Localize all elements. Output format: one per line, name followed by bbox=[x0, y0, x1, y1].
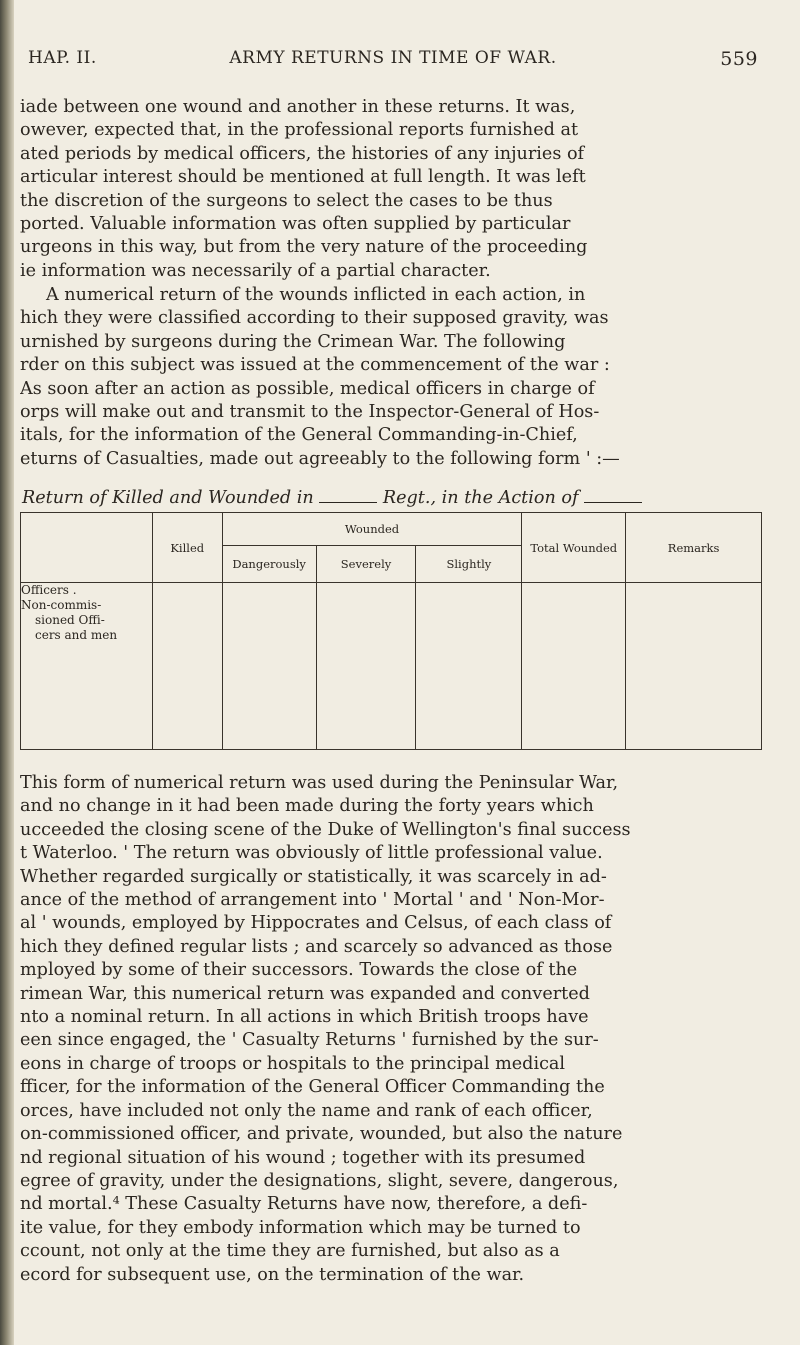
col-killed: Killed bbox=[152, 513, 222, 583]
form-caption-blank-regiment bbox=[319, 488, 377, 503]
form-caption bbox=[22, 488, 762, 508]
text-line: ie information was necessarily of a partial character. bbox=[20, 260, 491, 281]
running-header bbox=[28, 48, 758, 74]
row-noncommissioned-1: Non-commis- bbox=[21, 598, 102, 612]
cell-slightly bbox=[416, 583, 522, 750]
text-line: nd regional situation of his wound ; together with its presumed bbox=[20, 1147, 586, 1168]
text-line: rder on this subject was issued at the commencement of the war : bbox=[20, 355, 610, 376]
row-noncommissioned-3: cers and men bbox=[35, 628, 118, 642]
text-line: orps will make out and transmit to the Inspector-General of Hos- bbox=[20, 402, 600, 423]
paragraph-1 bbox=[20, 96, 760, 283]
cell-severely bbox=[316, 583, 416, 750]
text-line: nd mortal.⁴ These Casualty Returns have now, therefore, a defi- bbox=[20, 1194, 588, 1215]
paragraph-3 bbox=[20, 772, 760, 1287]
row-labels-cell bbox=[21, 583, 153, 750]
cell-dangerously bbox=[222, 583, 316, 750]
text-line: al ' wounds, employed by Hippocrates and Celsus, of each class of bbox=[20, 913, 612, 934]
text-line: ported. Valuable information was often supplied by particular bbox=[20, 214, 571, 235]
casualty-return-form bbox=[20, 512, 762, 750]
cell-total-wounded bbox=[522, 583, 626, 750]
text-line: owever, expected that, in the professional reports furnished at bbox=[20, 120, 579, 141]
text-line: iade between one wound and another in these returns. It was, bbox=[20, 97, 576, 117]
text-line: egree of gravity, under the designations, slight, severe, dangerous, bbox=[20, 1170, 619, 1191]
text-line: and no change in it had been made during the forty years which bbox=[20, 796, 594, 817]
text-line: hich they were classified according to their supposed gravity, was bbox=[20, 308, 609, 329]
col-wounded: Wounded bbox=[222, 513, 522, 546]
text-line: fficer, for the information of the General Officer Commanding the bbox=[20, 1077, 605, 1098]
text-line: articular interest should be mentioned at full length. It was left bbox=[20, 167, 586, 188]
text-line: on-commissioned officer, and private, wounded, but also the nature bbox=[20, 1124, 623, 1145]
col-severely: Severely bbox=[316, 546, 416, 583]
col-slightly: Slightly bbox=[416, 546, 522, 583]
text-line: ite value, for they embody information which may be turned to bbox=[20, 1217, 581, 1238]
text-line: urgeons in this way, but from the very nature of the proceeding bbox=[20, 237, 588, 258]
col-remarks: Remarks bbox=[626, 513, 762, 583]
row-noncommissioned-2: sioned Offi- bbox=[35, 613, 105, 627]
text-line: orces, have included not only the name and rank of each officer, bbox=[20, 1100, 593, 1121]
text-line: As soon after an action as possible, medical officers in charge of bbox=[20, 378, 595, 399]
text-line: ated periods by medical officers, the histories of any injuries of bbox=[20, 143, 585, 164]
text-line: urnished by surgeons during the Crimean War. The following bbox=[20, 331, 566, 352]
form-corner-cell bbox=[21, 513, 153, 583]
text-line: mployed by some of their successors. Towards the close of the bbox=[20, 960, 578, 981]
page-number: 559 bbox=[720, 48, 758, 70]
text-line: Whether regarded surgically or statistically, it was scarcely in ad- bbox=[20, 866, 607, 887]
form-caption-part1: Return of Killed and Wounded in bbox=[22, 488, 314, 508]
row-officers: Officers . bbox=[21, 583, 77, 597]
text-line: ecord for subsequent use, on the termination of the war. bbox=[20, 1264, 525, 1285]
text-line: This form of numerical return was used during the Peninsular War, bbox=[20, 773, 619, 793]
text-line: itals, for the information of the General Commanding-in-Chief, bbox=[20, 425, 578, 446]
text-line: hich they defined regular lists ; and scarcely so advanced as those bbox=[20, 936, 613, 957]
form-caption-blank-action bbox=[584, 488, 642, 503]
text-line: t Waterloo. ' The return was obviously of little professional value. bbox=[20, 843, 603, 864]
text-line: A numerical return of the wounds inflicted in each action, in bbox=[46, 285, 586, 305]
col-total-wounded: Total Wounded bbox=[522, 513, 626, 583]
text-line: eons in charge of troops or hospitals to the principal medical bbox=[20, 1053, 566, 1074]
text-line: nto a nominal return. In all actions in which British troops have bbox=[20, 1007, 589, 1028]
text-line: the discretion of the surgeons to select the cases to be thus bbox=[20, 190, 553, 211]
text-line: een since engaged, the ' Casualty Returns ' furnished by the sur- bbox=[20, 1030, 599, 1051]
running-title: ARMY RETURNS IN TIME OF WAR. bbox=[229, 48, 557, 68]
chapter-label: HAP. II. bbox=[28, 48, 97, 68]
text-line: rimean War, this numerical return was expanded and converted bbox=[20, 983, 590, 1004]
cell-killed bbox=[152, 583, 222, 750]
text-line: ccount, not only at the time they are furnished, but also as a bbox=[20, 1241, 560, 1262]
paragraph-2 bbox=[20, 284, 760, 471]
book-gutter-shadow bbox=[0, 0, 14, 1345]
col-dangerously: Dangerously bbox=[222, 546, 316, 583]
text-line: ucceeded the closing scene of the Duke of Wellington's final success bbox=[20, 819, 631, 840]
form-caption-part2: Regt., in the Action of bbox=[382, 488, 579, 508]
cell-remarks bbox=[626, 583, 762, 750]
text-line: eturns of Casualties, made out agreeably to the following form ' :— bbox=[20, 448, 620, 469]
text-line: ance of the method of arrangement into ' Mortal ' and ' Non-Mor- bbox=[20, 890, 605, 911]
